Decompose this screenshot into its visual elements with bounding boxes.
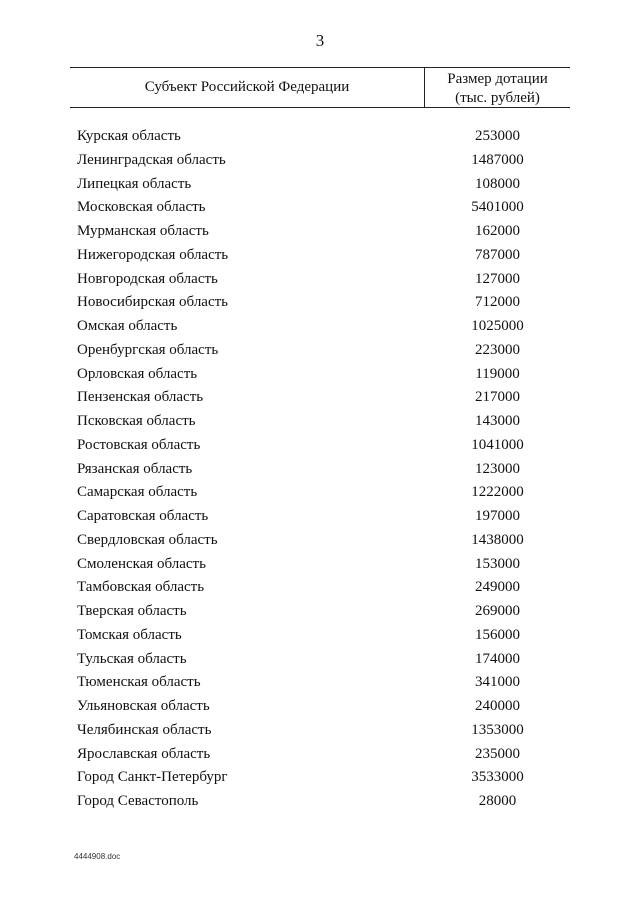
subsidy-amount: 1025000 [471, 318, 524, 334]
region-name: Тамбовская область [77, 579, 205, 596]
subsidy-amount: 269000 [475, 603, 520, 619]
table-row [0, 577, 640, 601]
region-name: Новосибирская область [77, 294, 229, 311]
region-name: Псковская область [77, 413, 196, 429]
table-row [0, 292, 640, 316]
table-top-rule [70, 67, 570, 68]
region-name: Нижегородская область [77, 246, 229, 263]
column-header-subject: Субъект Российской Федерации [144, 79, 350, 95]
subsidy-amount: 5401000 [471, 199, 524, 216]
subsidy-amount: 235000 [475, 745, 520, 762]
subsidy-amount: 127000 [475, 270, 520, 287]
region-name: Мурманская область [77, 223, 209, 239]
region-name: Тверская область [77, 603, 187, 619]
table-row [0, 245, 640, 269]
table-row [0, 221, 640, 245]
table-row [0, 435, 640, 459]
table-row [0, 649, 640, 673]
table-row [0, 482, 640, 506]
subsidy-amount: 108000 [475, 175, 520, 192]
region-name: Липецкая область [77, 175, 192, 192]
subsidy-amount: 1041000 [471, 436, 524, 453]
subsidy-amount: 223000 [475, 341, 520, 358]
subsidy-amount: 28000 [478, 793, 517, 809]
region-name: Рязанская область [77, 460, 193, 477]
region-name: Свердловская область [77, 531, 218, 548]
region-name: Омская область [77, 318, 178, 334]
region-name: Орловская область [77, 365, 198, 382]
subsidy-amount: 3533000 [471, 769, 524, 786]
table-row [0, 316, 640, 340]
region-name: Новгородская область [77, 270, 218, 287]
table-row [0, 411, 640, 435]
document-id: 4444908.doc [74, 852, 121, 861]
subsidy-amount: 1353000 [471, 721, 524, 738]
table-row [0, 767, 640, 791]
region-name: Саратовская область [77, 508, 209, 524]
column-header-amount-line1: Размер дотации [447, 71, 548, 87]
region-name: Ярославская область [77, 745, 211, 762]
subsidy-amount: 787000 [475, 246, 520, 263]
region-name: Город Севастополь [77, 793, 199, 809]
column-header-amount [425, 70, 570, 108]
region-name: Московская область [77, 199, 206, 216]
region-name: Тульская область [77, 650, 187, 667]
table-row [0, 364, 640, 388]
column-header-amount-line2: (тыс. рублей) [455, 90, 540, 106]
subsidy-amount: 153000 [475, 555, 520, 572]
subsidy-amount: 341000 [475, 674, 520, 691]
table-row [0, 387, 640, 411]
table-row [0, 720, 640, 744]
region-name: Ульяновская область [77, 698, 210, 714]
region-name: Курская область [77, 128, 181, 144]
table-row [0, 340, 640, 364]
region-name: Пензенская область [77, 389, 204, 406]
region-name: Оренбургская область [77, 341, 219, 358]
region-name: Смоленская область [77, 555, 206, 572]
subsidy-amount: 249000 [475, 579, 520, 596]
subsidy-amount: 1487000 [471, 151, 524, 168]
region-name: Самарская область [77, 484, 198, 501]
table-row [0, 197, 640, 221]
table-row [0, 696, 640, 720]
table-body [0, 126, 640, 815]
subsidy-amount: 162000 [475, 223, 520, 239]
table-row [0, 672, 640, 696]
table-row [0, 530, 640, 554]
table-row [0, 554, 640, 578]
subsidy-amount: 174000 [475, 650, 520, 667]
region-name: Тюменская область [77, 674, 201, 691]
subsidy-amount: 240000 [475, 698, 520, 714]
region-name: Ростовская область [77, 436, 201, 453]
subsidy-amount: 197000 [475, 508, 520, 524]
table-row [0, 459, 640, 483]
subsidy-amount: 1438000 [471, 531, 524, 548]
table-row [0, 601, 640, 625]
table-row [0, 744, 640, 768]
region-name: Томская область [77, 626, 182, 643]
table-row [0, 506, 640, 530]
subsidy-amount: 217000 [475, 389, 520, 406]
page-number: 3 [315, 31, 325, 50]
table-row [0, 174, 640, 198]
subsidy-amount: 123000 [475, 460, 520, 477]
table-row [0, 625, 640, 649]
region-name: Ленинградская область [77, 151, 226, 168]
subsidy-amount: 253000 [475, 128, 520, 144]
table-row [0, 269, 640, 293]
region-name: Город Санкт-Петербург [77, 769, 228, 786]
subsidy-amount: 1222000 [471, 484, 524, 501]
subsidy-amount: 156000 [475, 626, 520, 643]
table-row [0, 791, 640, 815]
table-row [0, 150, 640, 174]
region-name: Челябинская область [77, 721, 212, 738]
subsidy-amount: 712000 [475, 294, 520, 311]
subsidy-amount: 143000 [475, 413, 520, 429]
table-row [0, 126, 640, 150]
table-header-bottom-rule [70, 107, 570, 108]
subsidy-amount: 119000 [475, 365, 520, 382]
